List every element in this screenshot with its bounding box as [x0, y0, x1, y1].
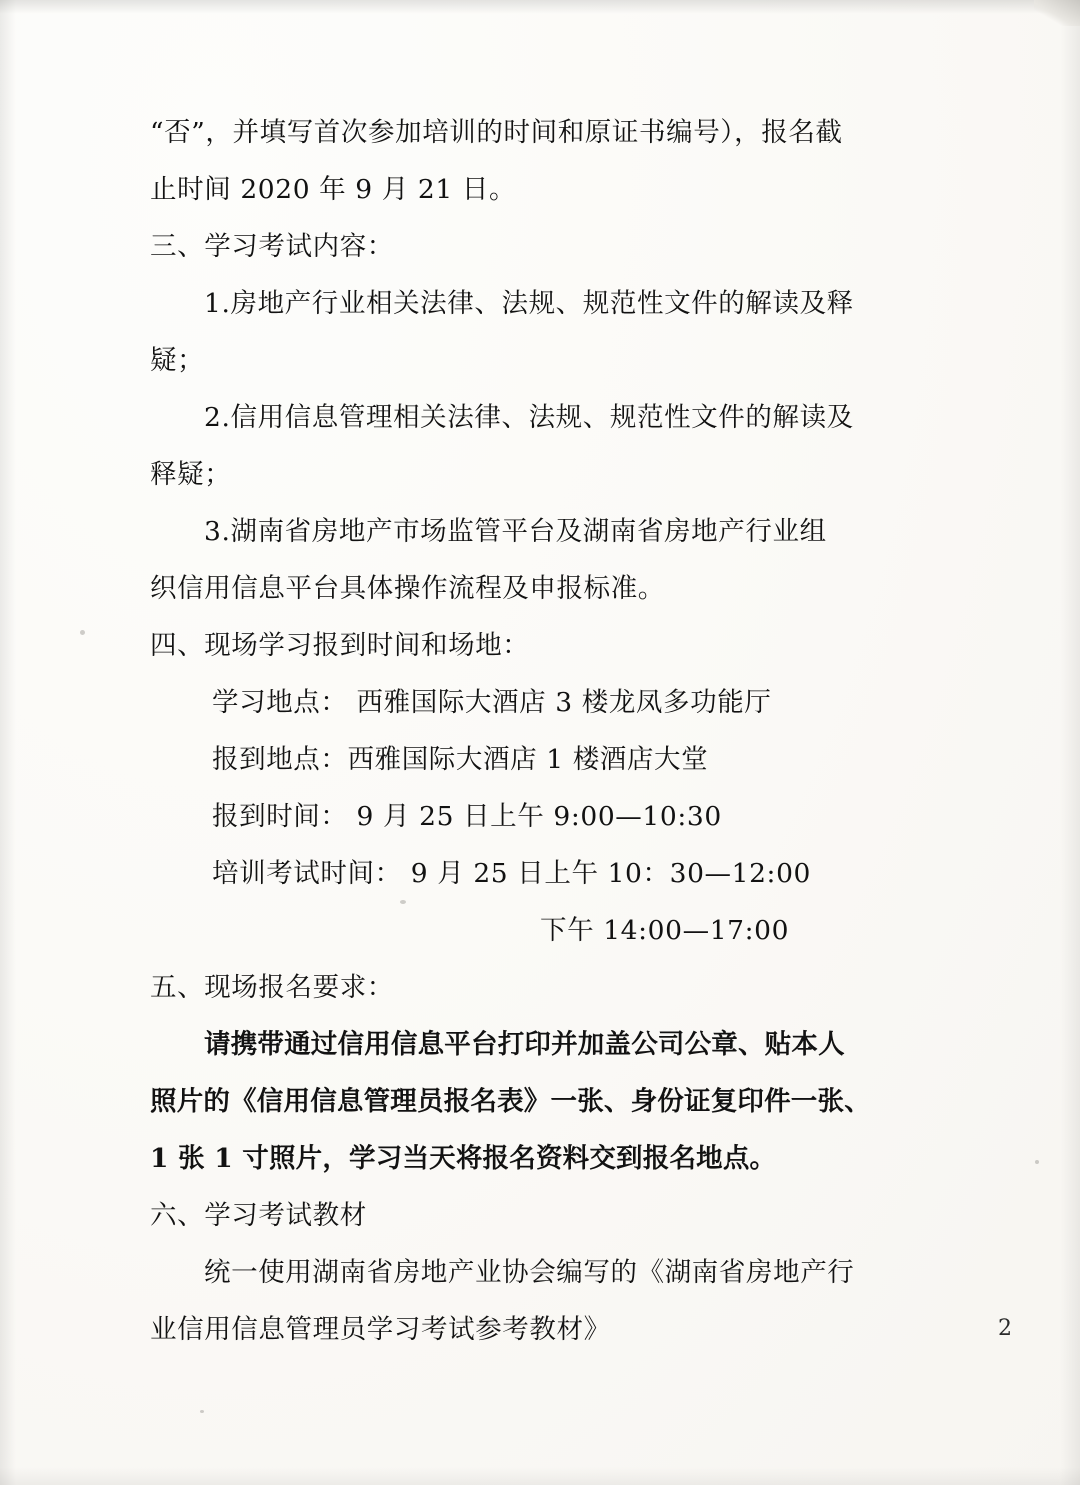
exam-time-line: 培训考试时间： 9 月 25 日上午 10：30—12:00 — [212, 858, 812, 889]
scan-edge-shadow-left — [0, 0, 16, 1485]
paragraph-line: 释疑； — [150, 459, 232, 490]
scan-speck — [1035, 1160, 1039, 1164]
page-corner-fold — [1034, 0, 1080, 26]
requirement-line: 请携带通过信用信息平台打印并加盖公司公章、贴本人 — [204, 1029, 845, 1060]
paragraph-line: 业信用信息管理员学习考试参考教材》 — [150, 1314, 611, 1345]
scan-edge-shadow-bottom — [0, 1467, 1080, 1485]
scan-speck — [200, 1410, 204, 1413]
requirement-line: 照片的《信用信息管理员报名表》一张、身份证复印件一张、 — [150, 1086, 871, 1117]
section-heading-five: 五、现场报名要求： — [150, 972, 394, 1003]
paragraph-line: 止时间 2020 年 9 月 21 日。 — [150, 174, 517, 205]
scan-edge-shadow-top — [0, 0, 1080, 14]
afternoon-time-line: 下午 14:00—17:00 — [540, 915, 790, 946]
paragraph-line: “否”，并填写首次参加培训的时间和原证书编号），报名截 — [150, 117, 843, 148]
section-heading-three: 三、学习考试内容： — [150, 231, 394, 262]
list-item: 3.湖南省房地产市场监管平台及湖南省房地产行业组 — [204, 516, 827, 547]
scan-edge-shadow-right — [1060, 0, 1080, 1485]
section-heading-four: 四、现场学习报到时间和场地： — [150, 630, 530, 661]
scan-speck — [80, 630, 85, 635]
section-heading-six: 六、学习考试教材 — [150, 1200, 367, 1231]
checkin-location-line: 报到地点：西雅国际大酒店 1 楼酒店大堂 — [212, 744, 709, 775]
list-item: 1.房地产行业相关法律、法规、规范性文件的解读及释 — [204, 288, 854, 319]
page-number: 2 — [998, 1316, 1012, 1341]
paragraph-line: 疑； — [150, 345, 205, 376]
requirement-line: 1 张 1 寸照片，学习当天将报名资料交到报名地点。 — [150, 1143, 777, 1174]
study-location-line: 学习地点： 西雅国际大酒店 3 楼龙凤多功能厅 — [212, 687, 772, 718]
checkin-time-line: 报到时间： 9 月 25 日上午 9:00—10:30 — [212, 801, 722, 832]
list-item: 2.信用信息管理相关法律、法规、规范性文件的解读及 — [204, 402, 854, 433]
paragraph-line: 织信用信息平台具体操作流程及申报标准。 — [150, 573, 665, 604]
paragraph-line: 统一使用湖南省房地产业协会编写的《湖南省房地产行 — [204, 1257, 855, 1288]
document-body — [150, 104, 898, 1358]
